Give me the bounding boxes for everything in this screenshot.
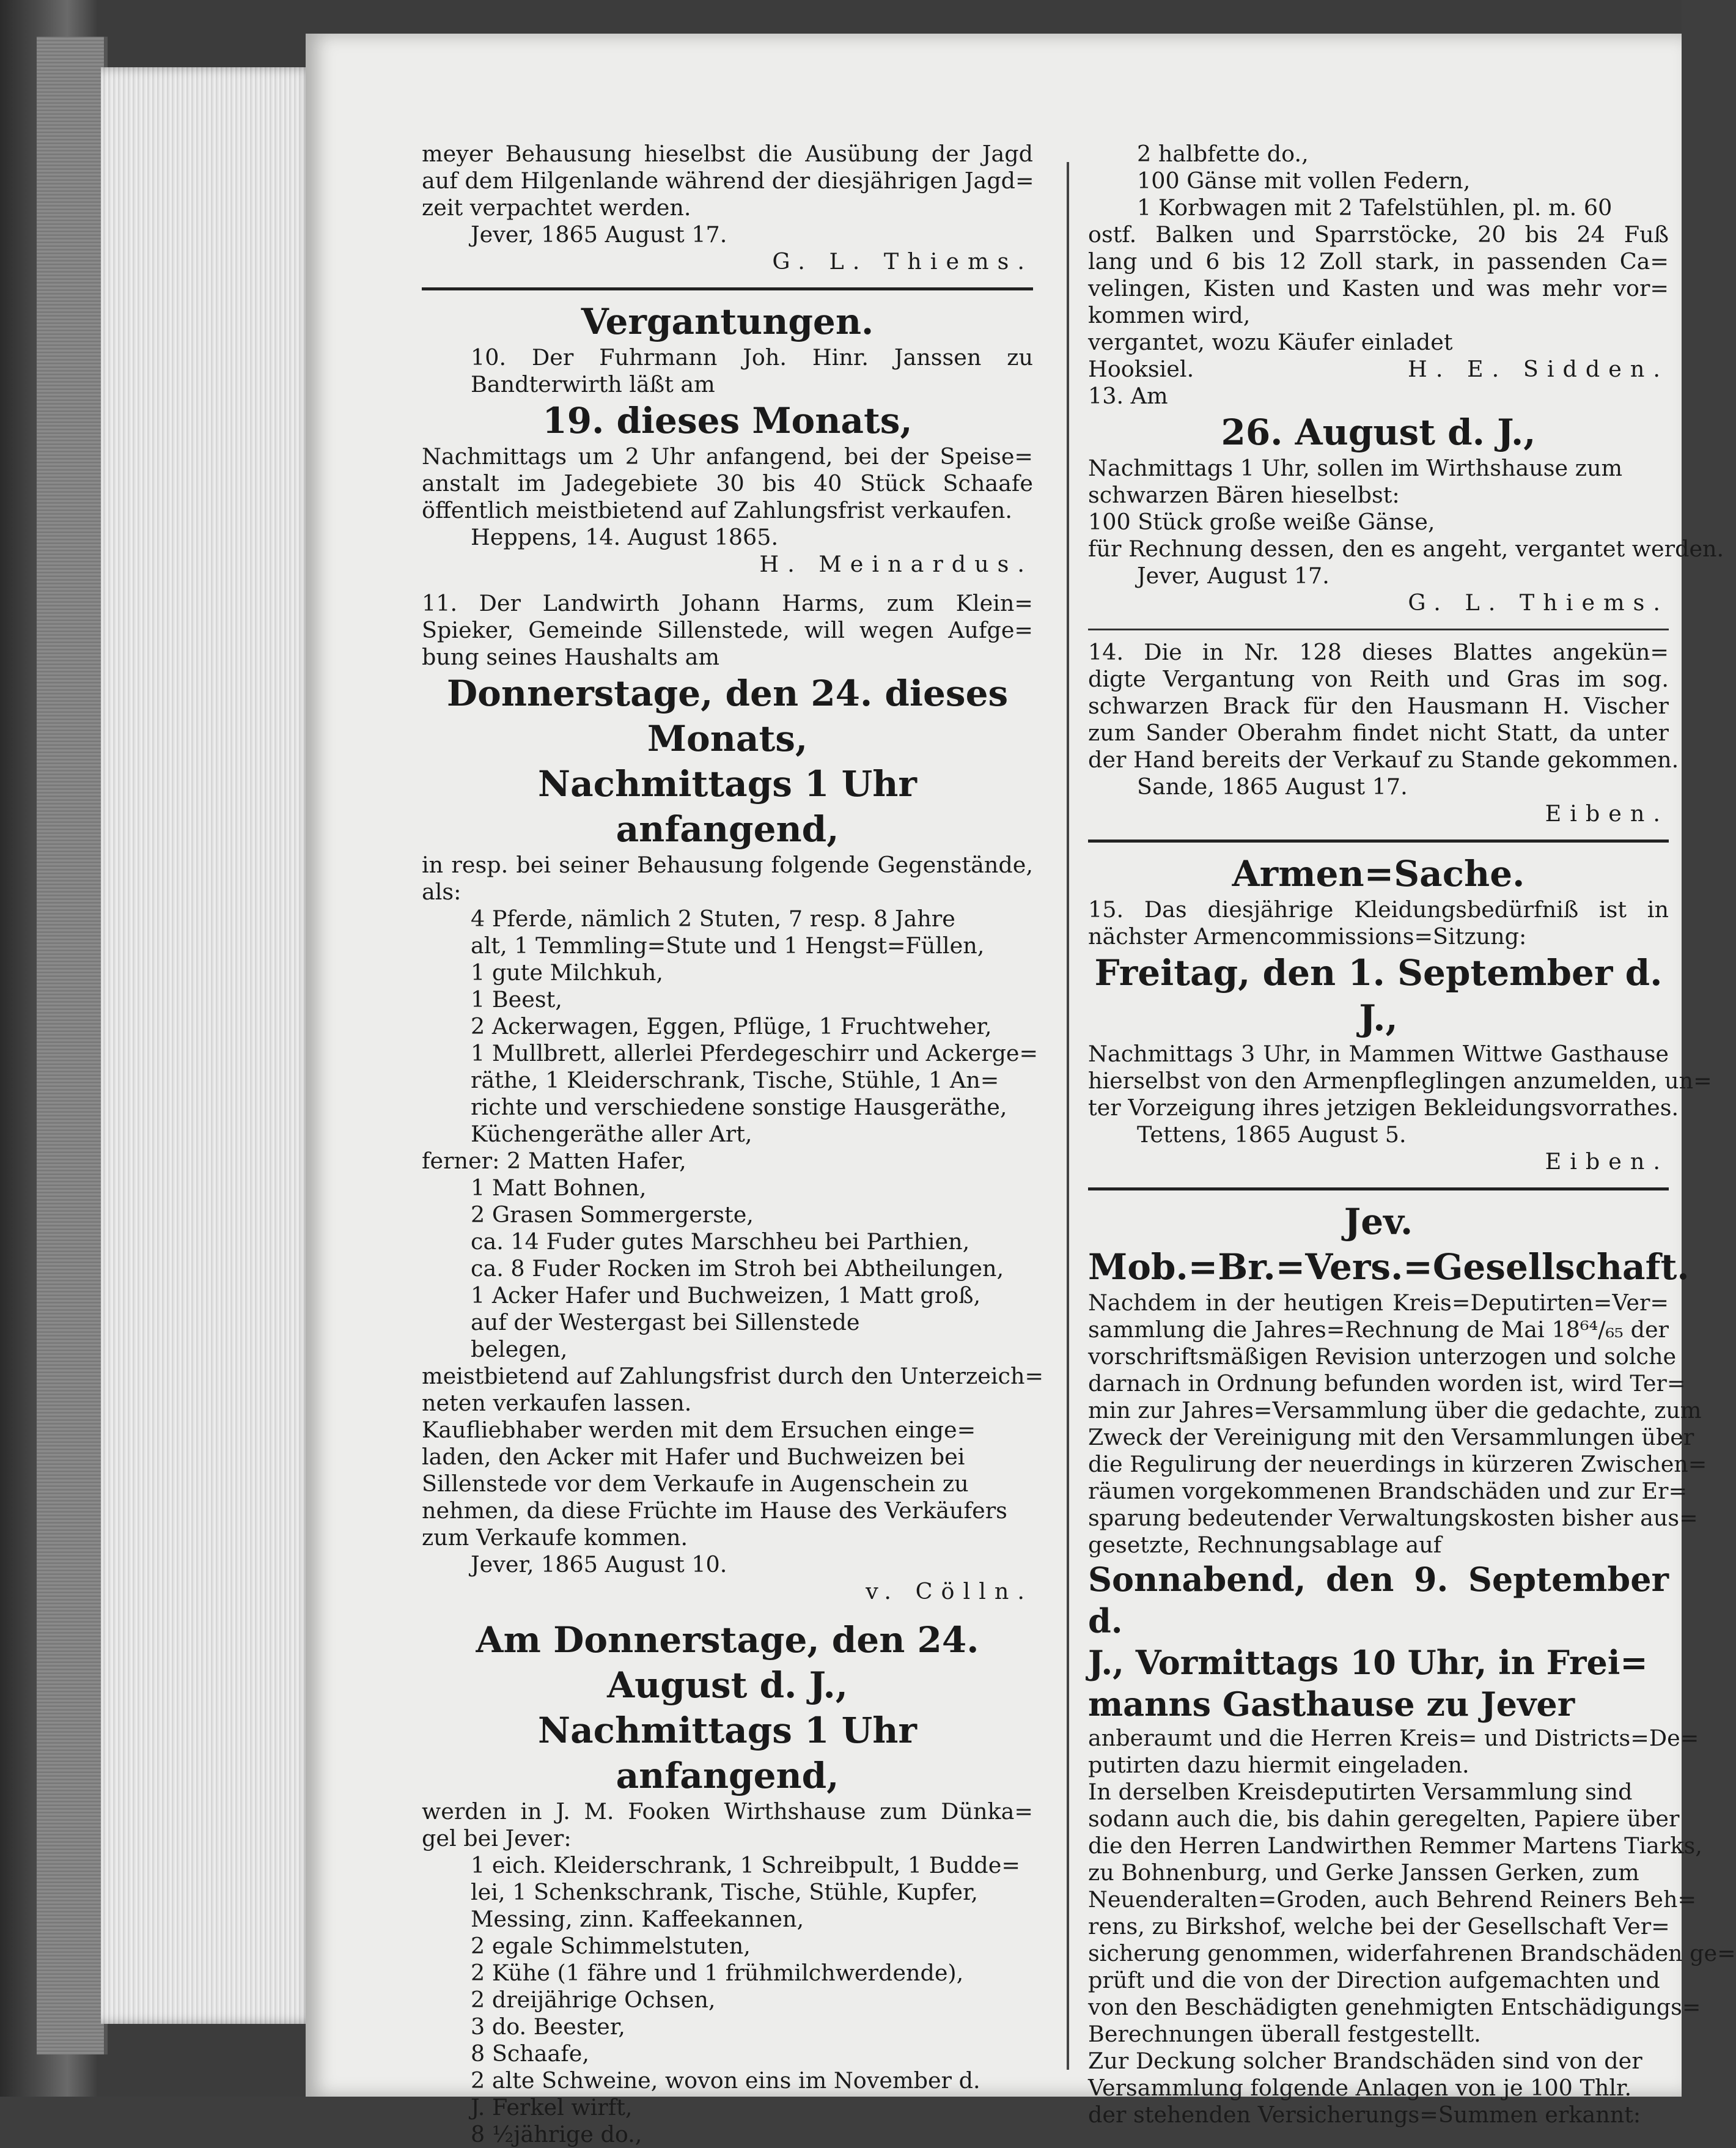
text-line: digte Vergantung von Reith und Gras im sog. <box>1088 666 1669 692</box>
notice-13-signature: G. L. Thiems. <box>1408 589 1669 616</box>
text-line: auf der Westergast bei Sillenstede <box>471 1309 860 1335</box>
text-line: vorschriftsmäßigen Revision unterzogen und solche <box>1088 1343 1677 1370</box>
text-line: öffentlich meistbietend auf Zahlungsfrist verkaufen. <box>422 497 1012 523</box>
page-edges <box>101 67 315 2024</box>
text-line: zum Verkaufe kommen. <box>422 1524 688 1551</box>
text-line: sparung bedeutender Verwaltungskosten bisher aus= <box>1088 1505 1698 1531</box>
text-line: räthe, 1 Kleiderschrank, Tische, Stühle, 1 An= <box>471 1067 999 1093</box>
notice-12-date-line1: Am Donnerstage, den 24. August d. J., <box>476 1619 979 1706</box>
text-line: anstalt im Jadegebiete 30 bis 40 Stück Schaafe <box>422 470 1033 496</box>
text-line: anberaumt und die Herren Kreis= und Districts=De= <box>1088 1725 1699 1751</box>
text-line: ca. 8 Fuder Rocken im Stroh bei Abtheilungen, <box>471 1255 1004 1282</box>
lead-place: Jever, 1865 August 17. <box>471 221 727 248</box>
notice-11-items <box>422 906 1039 1148</box>
section-title-gesellschaft: Jev. Mob.=Br.=Vers.=Gesellschaft. <box>1088 1201 1690 1288</box>
text-line: 11. Der Landwirth Johann Harms, zum Klein= <box>422 590 1033 616</box>
text-line: prüft und die von der Direction aufgemachten und <box>1088 1967 1660 1993</box>
notice-10-signature: H. Meinardus. <box>759 551 1033 577</box>
section-title-vergantungen: Vergantungen. <box>581 301 874 342</box>
text-line: 100 Gänse mit vollen Federn, <box>1137 168 1471 194</box>
gesellschaft-date-line: manns Gasthause zu Jever <box>1088 1685 1575 1724</box>
notice-12-intro <box>422 1798 1033 1852</box>
notice-10-intro <box>422 344 1033 398</box>
notice-10-date: 19. dieses Monats, <box>542 400 913 441</box>
notice-15-place: Tettens, 1865 August 5. <box>1137 1121 1407 1148</box>
text-line: Sillenstede vor dem Verkaufe in Augenschein zu <box>422 1471 969 1497</box>
notice-13-head: 13. Am <box>1088 383 1168 409</box>
text-line: Nachmittags um 2 Uhr anfangend, bei der Speise= <box>422 443 1033 470</box>
text-line: ostf. Balken und Sparrstöcke, 20 bis 24 Fuß <box>1088 221 1669 248</box>
text-line: J. Ferkel wirft, <box>471 2094 633 2120</box>
left-column <box>422 141 1044 2148</box>
notice-11-items-2 <box>422 1175 1033 1363</box>
text-line: 4 Pferde, nämlich 2 Stuten, 7 resp. 8 Jahre <box>471 906 955 932</box>
text-line: 8 Schaafe, <box>471 2040 590 2067</box>
notice-11-signature: v. Cölln. <box>866 1578 1033 1604</box>
gesellschaft-body-2 <box>1088 1725 1736 2128</box>
text-line: 8 ½jährige do., <box>471 2121 642 2147</box>
text-line: gel bei Jever: <box>422 1825 572 1851</box>
notice-11-outro <box>422 1363 1044 1551</box>
text-line: 2 dreijährige Ochsen, <box>471 1987 716 2013</box>
text-line: 3 do. Beester, <box>471 2013 625 2040</box>
text-line: in resp. bei seiner Behausung folgende Gegenstände, <box>422 852 1033 878</box>
continued-signature-row <box>1088 356 1669 383</box>
rule-1 <box>1088 629 1669 630</box>
text-line: nehmen, da diese Früchte im Hause des Verkäufers <box>422 1497 1007 1524</box>
text-line: kommen wird, <box>1088 302 1251 328</box>
text-line: 2 alte Schweine, wovon eins im November d. <box>471 2067 980 2094</box>
notice-11-intro <box>422 590 1033 671</box>
text-line: sodann auch die, bis dahin geregelten, Papiere über <box>1088 1806 1680 1832</box>
text-line: sicherung genommen, widerfahrenen Brandschäden ge= <box>1088 1940 1736 1966</box>
text-line: laden, den Acker mit Hafer und Buchweizen bei <box>422 1444 965 1470</box>
text-line: nächster Armencommissions=Sitzung: <box>1088 923 1527 950</box>
notice-11-place: Jever, 1865 August 10. <box>471 1551 727 1578</box>
text-line: putirten dazu hiermit eingeladen. <box>1088 1752 1469 1778</box>
notice-15-date: Freitag, den 1. September d. J., <box>1094 952 1663 1039</box>
text-line: auf dem Hilgenlande während der diesjährigen Jagd= <box>422 168 1034 194</box>
text-line: bung seines Haushalts am <box>422 644 719 670</box>
notice-14-body <box>1088 639 1679 773</box>
text-line: ter Vorzeigung ihres jetzigen Bekleidungsvorrathes. <box>1088 1094 1679 1121</box>
gesellschaft-date-line: Sonnabend, den 9. September d. <box>1088 1560 1669 1641</box>
text-line: Küchengeräthe aller Art, <box>471 1121 752 1147</box>
text-line: velingen, Kisten und Kasten und was mehr vor= <box>1088 275 1669 301</box>
text-line: räumen vorgekommenen Brandschäden und zur Er= <box>1088 1478 1688 1504</box>
text-line: Neuenderalten=Groden, auch Behrend Reiners Beh= <box>1088 1886 1697 1913</box>
notice-10-place: Heppens, 14. August 1865. <box>471 524 779 550</box>
text-line: die Regulirung der neuerdings in kürzeren Zwischen= <box>1088 1451 1707 1477</box>
text-line: Nachmittags 3 Uhr, in Mammen Wittwe Gasthause <box>1088 1041 1669 1067</box>
continued-outro: vergantet, wozu Käufer einladet <box>1088 329 1453 355</box>
notice-12-date-line2: Nachmittags 1 Uhr anfangend, <box>538 1710 917 1796</box>
notice-13-place: Jever, August 17. <box>1137 563 1330 589</box>
text-line: sammlung die Jahres=Rechnung de Mai 18⁶⁴/₆₅ der <box>1088 1316 1669 1343</box>
notice-11-ferner: ferner: 2 Matten Hafer, <box>422 1148 686 1174</box>
text-line: darnach in Ordnung befunden worden ist, wird Ter= <box>1088 1370 1686 1397</box>
notice-14-place: Sande, 1865 August 17. <box>1137 773 1408 800</box>
text-line: min zur Jahres=Versammlung über die gedachte, zum <box>1088 1397 1702 1423</box>
text-line: als: <box>422 879 462 905</box>
rule-3 <box>1088 1187 1669 1190</box>
text-line: Zweck der Vereinigung mit den Versammlungen über <box>1088 1424 1694 1450</box>
text-line: In derselben Kreisdeputirten Versammlung sind <box>1088 1779 1633 1805</box>
text-line: 1 Beest, <box>471 986 562 1013</box>
text-line: richte und verschiedene sonstige Hausgeräthe, <box>471 1094 1007 1120</box>
text-line: 1 Mullbrett, allerlei Pferdegeschirr und Ackerge= <box>471 1040 1039 1066</box>
notice-15-signature: Eiben. <box>1545 1148 1669 1175</box>
text-line: 2 Grasen Sommergerste, <box>471 1201 754 1228</box>
text-line: 100 Stück große weiße Gänse, <box>1088 509 1435 535</box>
notice-13-date: 26. August d. J., <box>1221 412 1536 453</box>
text-line: 1 eich. Kleiderschrank, 1 Schreibpult, 1 Budde= <box>471 1852 1020 1878</box>
gesellschaft-body <box>1088 1290 1707 1559</box>
text-line: hierselbst von den Armenpfleglingen anzumelden, un= <box>1088 1068 1712 1094</box>
lead-text <box>422 141 1033 221</box>
notice-15-body <box>1088 896 1669 950</box>
text-line: meyer Behausung hieselbst die Ausübung der Jagd <box>422 141 1033 167</box>
text-line: 2 Ackerwagen, Eggen, Pflüge, 1 Fruchtweher, <box>471 1013 992 1039</box>
continued-body <box>1088 221 1669 329</box>
text-line: 1 gute Milchkuh, <box>471 959 663 986</box>
text-line: Zur Deckung solcher Brandschäden sind von der <box>1088 2048 1642 2074</box>
text-line: Berechnungen überall festgestellt. <box>1088 2021 1481 2047</box>
text-line: 10. Der Fuhrmann Joh. Hinr. Janssen zu <box>471 344 1033 371</box>
notice-10-body <box>422 443 1033 524</box>
text-line: die den Herren Landwirthen Remmer Martens Tiarks, <box>1088 1832 1702 1859</box>
column-divider <box>1067 162 1069 2070</box>
text-line: werden in J. M. Fooken Wirthshause zum Dünka= <box>422 1798 1033 1825</box>
rule-2 <box>1088 840 1669 843</box>
text-line: gesetzte, Rechnungsablage auf <box>1088 1532 1442 1558</box>
text-line: Nachmittags 1 Uhr, sollen im Wirthshause zum <box>1088 455 1623 481</box>
text-line: Kaufliebhaber werden mit dem Ersuchen einge= <box>422 1417 976 1443</box>
text-line: meistbietend auf Zahlungsfrist durch den Unterzeich= <box>422 1363 1044 1389</box>
right-column <box>1088 141 1736 2128</box>
notice-15-body-2 <box>1088 1041 1712 1121</box>
text-line: 1 Korbwagen mit 2 Tafelstühlen, pl. m. 60 <box>1137 194 1613 221</box>
text-line: 1 Acker Hafer und Buchweizen, 1 Matt groß, <box>471 1282 981 1308</box>
text-line: alt, 1 Temmling=Stute und 1 Hengst=Füllen, <box>471 932 985 959</box>
text-line: zeit verpachtet werden. <box>422 194 691 221</box>
text-line: zu Bohnenburg, und Gerke Janssen Gerken, zum <box>1088 1859 1639 1886</box>
notice-12-items <box>422 1852 1033 2148</box>
text-line: 2 Kühe (1 fähre und 1 frühmilchwerdende), <box>471 1960 964 1986</box>
text-line: 2 halbfette do., <box>1137 141 1309 167</box>
notice-11-date-line1: Donnerstage, den 24. dieses Monats, <box>446 673 1009 759</box>
book-binding <box>37 37 108 2054</box>
text-line: Spieker, Gemeinde Sillenstede, will wegen Aufge= <box>422 617 1033 643</box>
section-title-armen: Armen=Sache. <box>1232 853 1525 895</box>
notice-13-body <box>1088 455 1724 563</box>
text-line: 15. Das diesjährige Kleidungsbedürfniß ist in <box>1088 896 1669 923</box>
text-line: der Hand bereits der Verkauf zu Stande gekommen. <box>1088 747 1679 773</box>
text-line: 2 egale Schimmelstuten, <box>471 1933 751 1959</box>
notice-14-signature: Eiben. <box>1545 800 1669 827</box>
notice-11-date-line2: Nachmittags 1 Uhr anfangend, <box>538 763 917 850</box>
text-line: lei, 1 Schenkschrank, Tische, Stühle, Kupfer, <box>471 1879 979 1905</box>
text-line: schwarzen Bären hieselbst: <box>1088 482 1400 508</box>
text-line: belegen, <box>471 1336 568 1362</box>
newspaper-page <box>306 34 1736 2147</box>
gesellschaft-date-line: J., Vormittags 10 Uhr, in Frei= <box>1088 1643 1648 1682</box>
text-line: Messing, zinn. Kaffeekannen, <box>471 1906 804 1932</box>
text-line: lang und 6 bis 12 Zoll stark, in passenden Ca= <box>1088 248 1669 275</box>
text-line: von den Beschädigten genehmigten Entschädigungs= <box>1088 1994 1701 2020</box>
text-line: neten verkaufen lassen. <box>422 1390 692 1416</box>
text-line: der stehenden Versicherungs=Summen erkannt: <box>1088 2102 1641 2128</box>
continued-signature: H. E. Sidden. <box>1407 356 1669 382</box>
text-line: Nachdem in der heutigen Kreis=Deputirten=Ver= <box>1088 1290 1669 1316</box>
text-line: 1 Matt Bohnen, <box>471 1175 647 1201</box>
text-line: 14. Die in Nr. 128 dieses Blattes angekün= <box>1088 639 1669 665</box>
continued-place: Hooksiel. <box>1088 356 1194 382</box>
notice-11-intro-2 <box>422 852 1033 906</box>
section-rule <box>422 287 1033 290</box>
gesellschaft-date <box>1088 1559 1669 1725</box>
text-line: für Rechnung dessen, den es angeht, vergantet werden. <box>1088 536 1724 562</box>
text-line: ca. 14 Fuder gutes Marschheu bei Parthien, <box>471 1228 970 1255</box>
text-line: Versammlung folgende Anlagen von je 100 Thlr. <box>1088 2075 1632 2101</box>
lead-signature: G. L. Thiems. <box>772 248 1033 275</box>
text-line: Bandterwirth läßt am <box>471 371 715 397</box>
text-line: schwarzen Brack für den Hausmann H. Vischer <box>1088 693 1669 719</box>
text-line: zum Sander Oberahm findet nicht Statt, da unter <box>1088 720 1669 746</box>
continued-items <box>1088 141 1669 221</box>
text-line: rens, zu Birkshof, welche bei der Gesellschaft Ver= <box>1088 1913 1670 1939</box>
